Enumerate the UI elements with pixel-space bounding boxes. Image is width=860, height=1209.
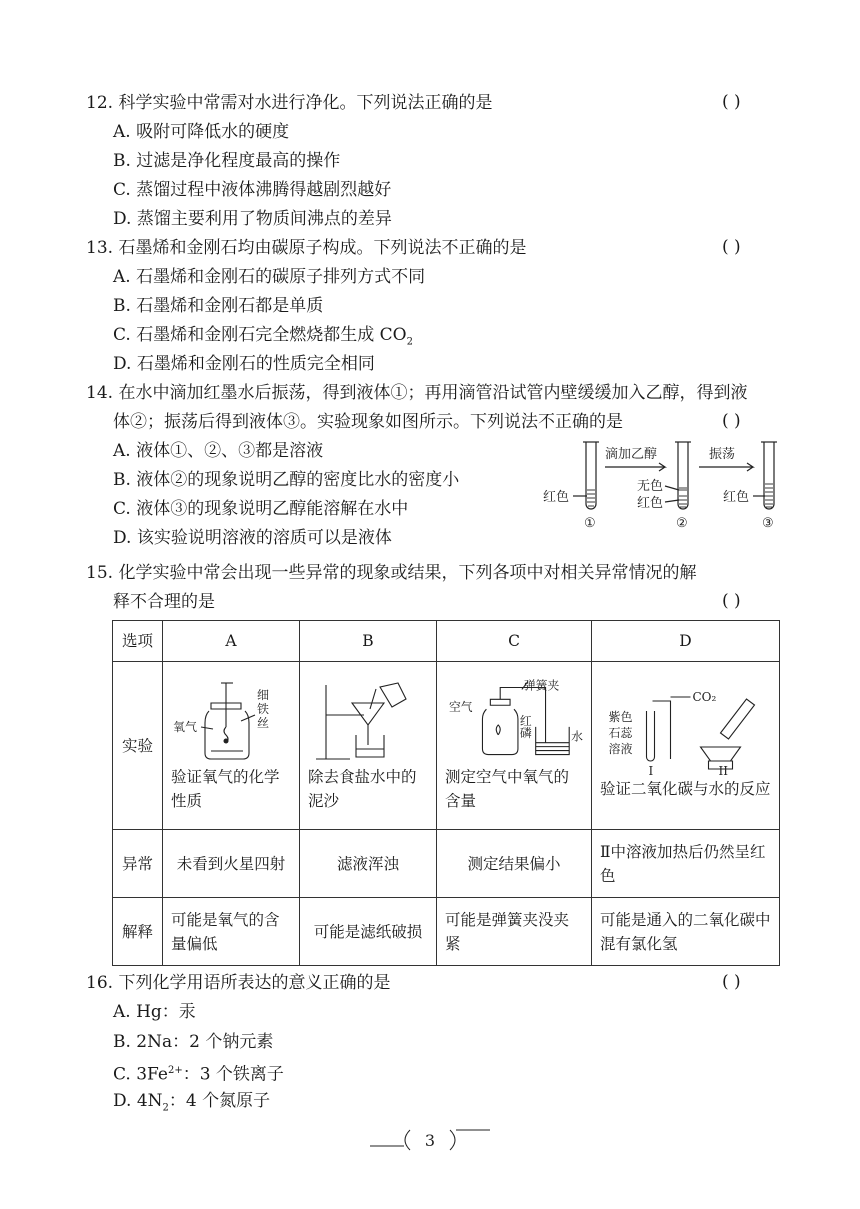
row-label-abnormal: 异常 xyxy=(113,830,163,898)
svg-text:细: 细 xyxy=(257,687,270,702)
filtration-apparatus-diagram xyxy=(308,679,428,765)
q12-option-d: D. 蒸馏主要利用了物质间沸点的差异 xyxy=(113,209,392,229)
q13-stem: 13. 石墨烯和金刚石均由碳原子构成。下列说法不正确的是 xyxy=(86,238,527,258)
label-tube-one: I xyxy=(648,763,654,777)
cell-a-abnormal: 未看到火星四射 xyxy=(163,830,300,898)
q13-option-c: C. 石墨烯和金刚石完全燃烧都生成 $CO_2$ xyxy=(113,325,413,348)
cell-c-explanation: 可能是弹簧夹没夹紧 xyxy=(437,898,592,966)
table-row-abnormal xyxy=(113,830,780,898)
q16-option-c: C. $3Fe^{2+}$：3 个铁离子 xyxy=(113,1064,284,1085)
label-air: 空气 xyxy=(448,699,473,714)
svg-text:紫色: 紫色 xyxy=(608,709,633,724)
label-red-3: 红色 xyxy=(723,490,750,505)
header-d: D xyxy=(592,621,780,662)
test-tube-2 xyxy=(678,442,688,509)
q16-option-d: D. $4N_2$：4 个氮原子 xyxy=(113,1091,271,1114)
label-co2: CO₂ xyxy=(692,690,717,704)
q12-answer-paren: ( ) xyxy=(722,92,741,112)
test-tube-1 xyxy=(586,442,596,509)
arrow-add-ethanol xyxy=(605,463,665,471)
label-num-3: ③ xyxy=(762,516,774,531)
table-row-explanation xyxy=(113,898,780,966)
q14-answer-paren: ( ) xyxy=(722,411,741,431)
arrow-shake xyxy=(699,463,753,471)
q16-stem: 16. 下列化学用语所表达的意义正确的是 xyxy=(86,973,391,993)
q13-option-a: A. 石墨烯和金刚石的碳原子排列方式不同 xyxy=(113,267,426,287)
q16-option-b: B. 2Na：2 个钠元素 xyxy=(113,1032,274,1052)
row-label-explanation: 解释 xyxy=(113,898,163,966)
label-water: 水 xyxy=(571,729,583,744)
label-colorless: 无色 xyxy=(637,479,664,494)
cell-d-explanation: 可能是通入的二氧化碳中混有氯化氢 xyxy=(592,898,780,966)
header-option: 选项 xyxy=(113,621,163,662)
q15-experiment-table xyxy=(112,620,780,966)
q13-answer-paren: ( ) xyxy=(722,237,741,257)
q14-option-a: A. 液体①、②、③都是溶液 xyxy=(113,441,324,461)
oxygen-content-apparatus-diagram xyxy=(445,679,583,765)
table-row-experiment xyxy=(113,662,780,830)
text-c-experiment: 测定空气中氧气的含量 xyxy=(445,767,570,810)
q14-stem-line1: 14. 在水中滴加红墨水后振荡，得到液体①；再用滴管沿试管内壁缓缓加入乙醇，得到液 xyxy=(86,383,748,403)
cell-b-abnormal: 滤液浑浊 xyxy=(300,830,437,898)
label-oxygen: 氧气 xyxy=(173,719,198,734)
co2-subscript: 2 xyxy=(406,336,413,348)
q13-option-d: D. 石墨烯和金刚石的性质完全相同 xyxy=(113,354,375,374)
label-red-1: 红色 xyxy=(543,490,570,505)
label-tube-two: II xyxy=(718,763,728,777)
label-num-1: ① xyxy=(584,516,596,531)
q12-option-a: A. 吸附可降低水的硬度 xyxy=(113,122,290,142)
cell-b-experiment xyxy=(300,662,437,830)
cell-a-explanation: 可能是氧气的含量偏低 xyxy=(163,898,300,966)
q12-stem: 12. 科学实验中常需对水进行净化。下列说法正确的是 xyxy=(86,93,493,113)
q12-option-b: B. 过滤是净化程度最高的操作 xyxy=(113,151,341,171)
q14-option-b: B. 液体②的现象说明乙醇的密度比水的密度小 xyxy=(113,470,460,490)
oxygen-bottle-iron-wire-diagram xyxy=(171,679,291,765)
q14-stem-line2: 体②；振荡后得到液体③。实验现象如图所示。下列说法不正确的是 xyxy=(113,412,623,432)
row-label-experiment: 实验 xyxy=(113,662,163,830)
text-d-experiment: 验证二氧化碳与水的反应 xyxy=(600,779,771,798)
q14-test-tube-figure xyxy=(533,434,795,534)
text-b-experiment: 除去食盐水中的泥沙 xyxy=(308,767,417,810)
svg-text:丝: 丝 xyxy=(257,715,270,730)
q14-option-d: D. 该实验说明溶液的溶质可以是液体 xyxy=(113,528,392,548)
svg-text:溶液: 溶液 xyxy=(608,741,633,756)
header-c: C xyxy=(437,621,592,662)
cell-c-experiment xyxy=(437,662,592,830)
label-spring-clip: 弹簧夹 xyxy=(523,678,560,692)
test-tube-3 xyxy=(764,442,774,509)
cell-d-abnormal: Ⅱ中溶液加热后仍然呈红色 xyxy=(592,830,780,898)
header-b: B xyxy=(300,621,437,662)
label-red-2: 红色 xyxy=(637,496,664,511)
svg-text:铁: 铁 xyxy=(257,701,270,716)
table-header-row xyxy=(113,621,780,662)
q16-answer-paren: ( ) xyxy=(722,972,741,992)
q12-option-c: C. 蒸馏过程中液体沸腾得越剧烈越好 xyxy=(113,180,392,200)
label-shake: 振荡 xyxy=(709,447,736,462)
fe-charge-superscript: 2+ xyxy=(167,1065,183,1076)
page-number-ornament xyxy=(370,1126,490,1154)
svg-text:红: 红 xyxy=(519,713,532,728)
cell-b-explanation: 可能是滤纸破损 xyxy=(300,898,437,966)
text-a-experiment: 验证氧气的化学性质 xyxy=(171,767,280,810)
header-a: A xyxy=(163,621,300,662)
cell-d-experiment xyxy=(592,662,780,830)
cell-a-experiment xyxy=(163,662,300,830)
svg-text:磷: 磷 xyxy=(519,725,532,740)
q15-answer-paren: ( ) xyxy=(722,591,741,611)
page-number: 3 xyxy=(424,1131,436,1150)
q13-option-b: B. 石墨烯和金刚石都是单质 xyxy=(113,296,324,316)
cell-c-abnormal: 测定结果偏小 xyxy=(437,830,592,898)
label-add-ethanol: 滴加乙醇 xyxy=(605,447,658,462)
svg-text:石蕊: 石蕊 xyxy=(608,725,633,740)
q14-option-c: C. 液体③的现象说明乙醇能溶解在水中 xyxy=(113,499,409,519)
label-num-2: ② xyxy=(676,516,688,531)
q16-option-a: A. Hg：汞 xyxy=(113,1002,196,1022)
q15-stem-line2: 释不合理的是 xyxy=(113,592,215,612)
n2-subscript: 2 xyxy=(162,1102,169,1114)
q15-stem-line1: 15. 化学实验中常会出现一些异常的现象或结果，下列各项中对相关异常情况的解 xyxy=(86,563,697,583)
co2-litmus-apparatus-diagram xyxy=(600,691,771,777)
